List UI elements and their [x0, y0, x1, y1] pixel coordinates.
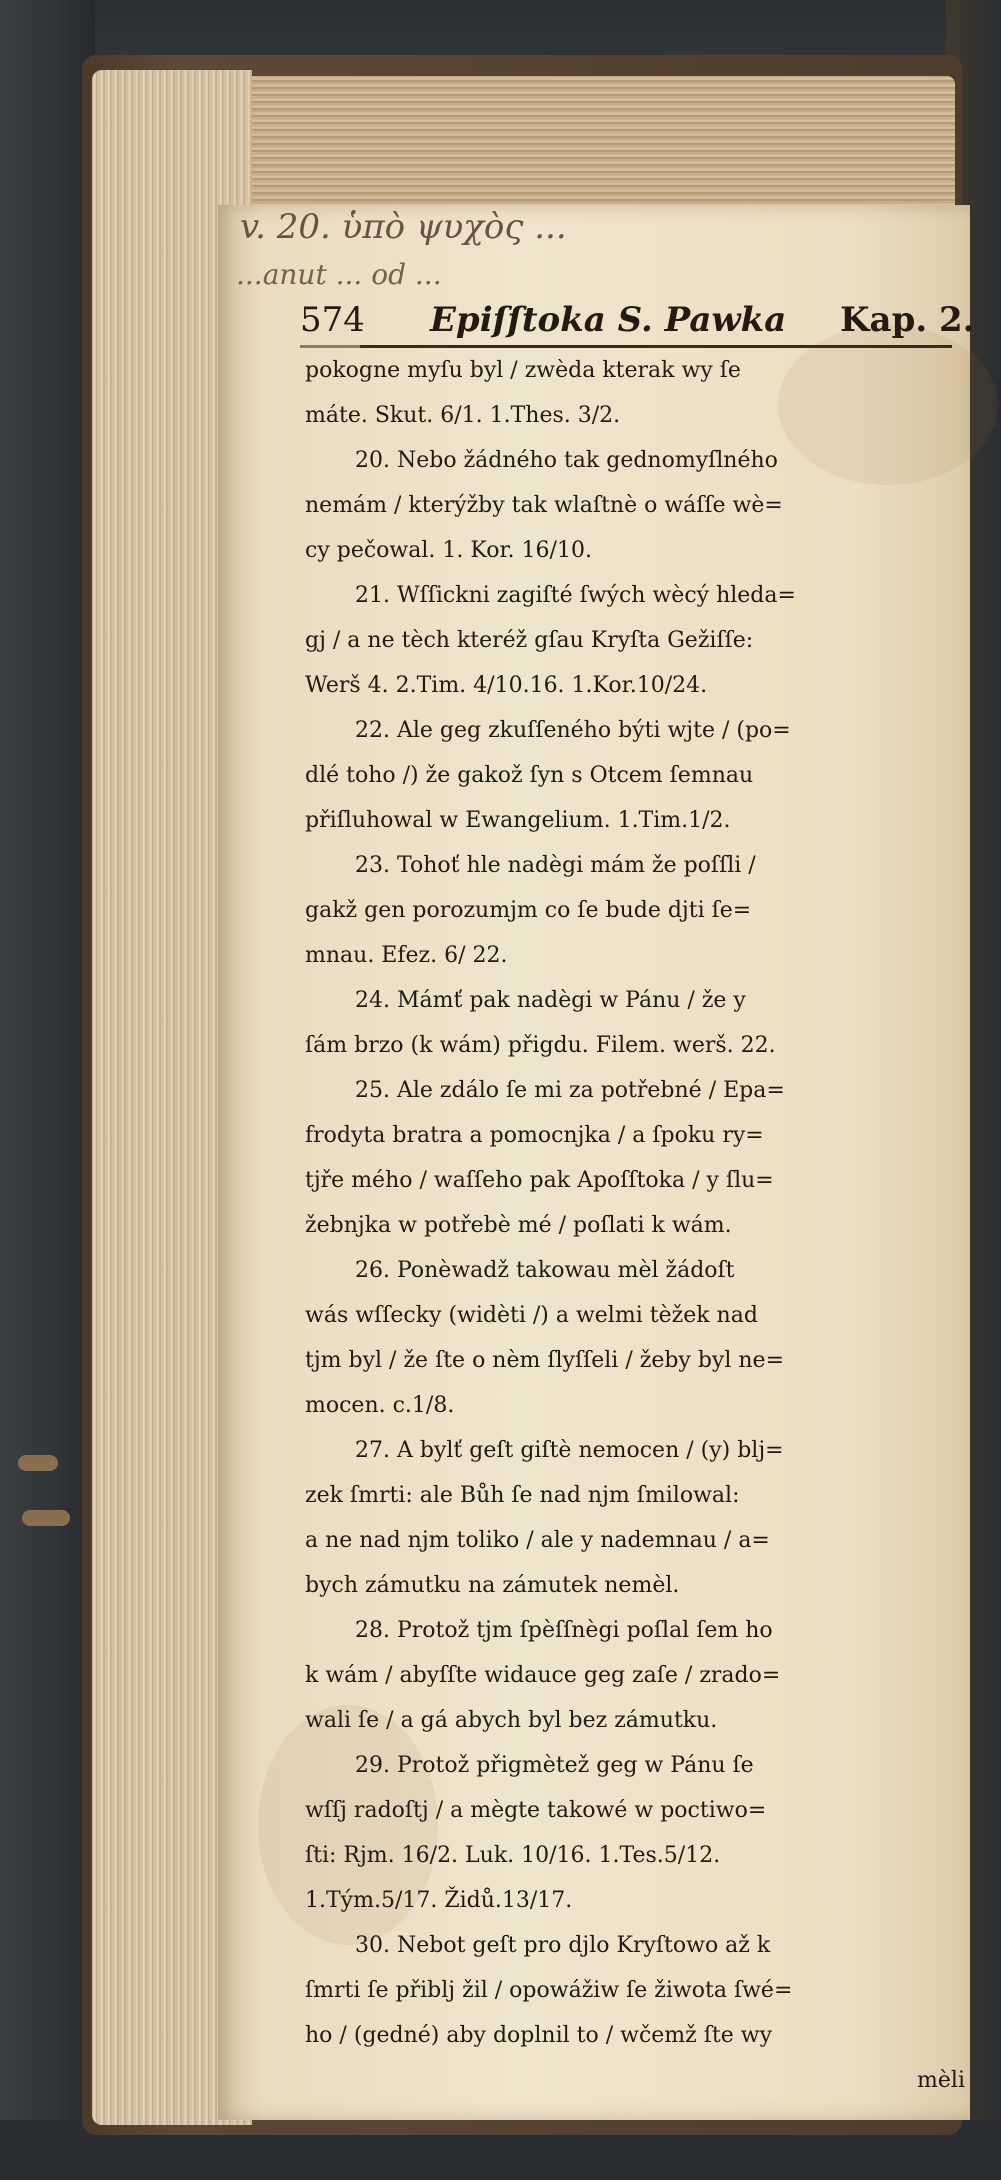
text-line: ſmrti ſe přiblj žil / opowážiw ſe žiwota ſwé=	[305, 1978, 793, 2003]
scanner-background-left	[0, 0, 95, 2180]
page-number: 574	[300, 300, 365, 340]
verse-22-start: 22. Ale geg zkuſſeného býti wjte / (po=	[355, 718, 791, 743]
text-line: ſám brzo (k wám) přigdu. Filem. werš. 22.	[305, 1033, 776, 1058]
text-line: frodyta bratra a pomocnjka / a ſpoku ry=	[305, 1123, 764, 1148]
text-line: wſſj radoſtj / a mègte takowé w poctiwo=	[305, 1798, 767, 1823]
handwritten-marginalia-line-1: v. 20. ὑπὸ ψυχὸς ...	[240, 207, 567, 247]
text-line: žebnjka w potřebè mé / poſlati k wám.	[305, 1213, 732, 1238]
book-clasp-upper	[22, 1510, 70, 1526]
text-line: pokogne myſu byl / zwèda kterak wy ſe	[305, 358, 741, 383]
text-line: gj / a ne tèch kteréž gſau Kryſta Gežiſſe:	[305, 628, 754, 653]
handwritten-marginalia-line-2: ...anut ... od ...	[236, 258, 442, 291]
verse-20-start: 20. Nebo žádného tak gednomyſlného	[355, 448, 778, 473]
text-line: wali ſe / a gá abych byl bez zámutku.	[305, 1708, 718, 1733]
text-line: Werš 4. 2.Tim. 4/10.16. 1.Kor.10/24.	[305, 673, 708, 698]
chapter-label: Kap. 2.	[840, 300, 975, 340]
text-line: bych zámutku na zámutek nemèl.	[305, 1573, 680, 1598]
text-line: 1.Tým.5/17. Židů.13/17.	[305, 1888, 573, 1913]
verse-24-start: 24. Mámť pak nadègi w Pánu / že y	[355, 988, 746, 1013]
text-line: tjře mého / waſſeho pak Apoſſtoka / y ſlu=	[305, 1168, 774, 1193]
verse-25-start: 25. Ale zdálo ſe mi za potřebné / Epa=	[355, 1078, 785, 1103]
text-line: mnau. Efez. 6/ 22.	[305, 943, 508, 968]
text-line: dlé toho /) že gakož ſyn s Otcem ſemnau	[305, 763, 754, 788]
verse-30-start: 30. Nebot geſt pro djlo Kryſtowo až k	[355, 1933, 771, 1958]
running-head	[300, 300, 975, 344]
verse-28-start: 28. Protož tjm ſpèſſnègi poſlal ſem ho	[355, 1618, 773, 1643]
verse-23-start: 23. Tohoť hle nadègi mám že poſſli /	[355, 853, 756, 878]
verse-21-start: 21. Wſſickni zagiſté ſwých wècý hleda=	[355, 583, 796, 608]
verse-26-start: 26. Ponèwadž takowau mèl žádoſt	[355, 1258, 735, 1283]
verse-27-start: 27. A bylť geſt giſtè nemocen / (y) blj=	[355, 1438, 784, 1463]
text-line: tjm byl / že ſte o nèm ſlyſſeli / žeby byl ne=	[305, 1348, 785, 1373]
text-line: ho / (gedné) aby doplnil to / wčemž ſte wy	[305, 2023, 773, 2048]
text-line: nemám / kterýžby tak wlaſtnè o wáſſe wè=	[305, 493, 783, 518]
running-title: Epiſſtoka S. Pawka	[430, 300, 787, 340]
verse-29-start: 29. Protož přigmètež geg w Pánu ſe	[355, 1753, 754, 1778]
text-line: přiſluhowal w Ewangelium. 1.Tim.1/2.	[305, 808, 731, 833]
body-text	[305, 348, 995, 2103]
text-line: gakž gen porozumjm co ſe bude djti ſe=	[305, 898, 752, 923]
book-clasp-lower	[18, 1455, 58, 1471]
text-line: wás wſſecky (widèti /) a welmi tèžek nad	[305, 1303, 758, 1328]
text-line: cy pečowal. 1. Kor. 16/10.	[305, 538, 592, 563]
catchword: mèli	[917, 2068, 965, 2093]
text-line: zek ſmrti: ale Bůh ſe nad njm ſmilowal:	[305, 1483, 740, 1508]
text-line: ſti: Rjm. 16/2. Luk. 10/16. 1.Tes.5/12.	[305, 1843, 721, 1868]
text-line: máte. Skut. 6/1. 1.Thes. 3/2.	[305, 403, 621, 428]
text-line: k wám / abyſſte widauce geg zaſe / zrado=	[305, 1663, 781, 1688]
text-line: a ne nad njm toliko / ale y nademnau / a=	[305, 1528, 770, 1553]
text-line: mocen. c.1/8.	[305, 1393, 455, 1418]
